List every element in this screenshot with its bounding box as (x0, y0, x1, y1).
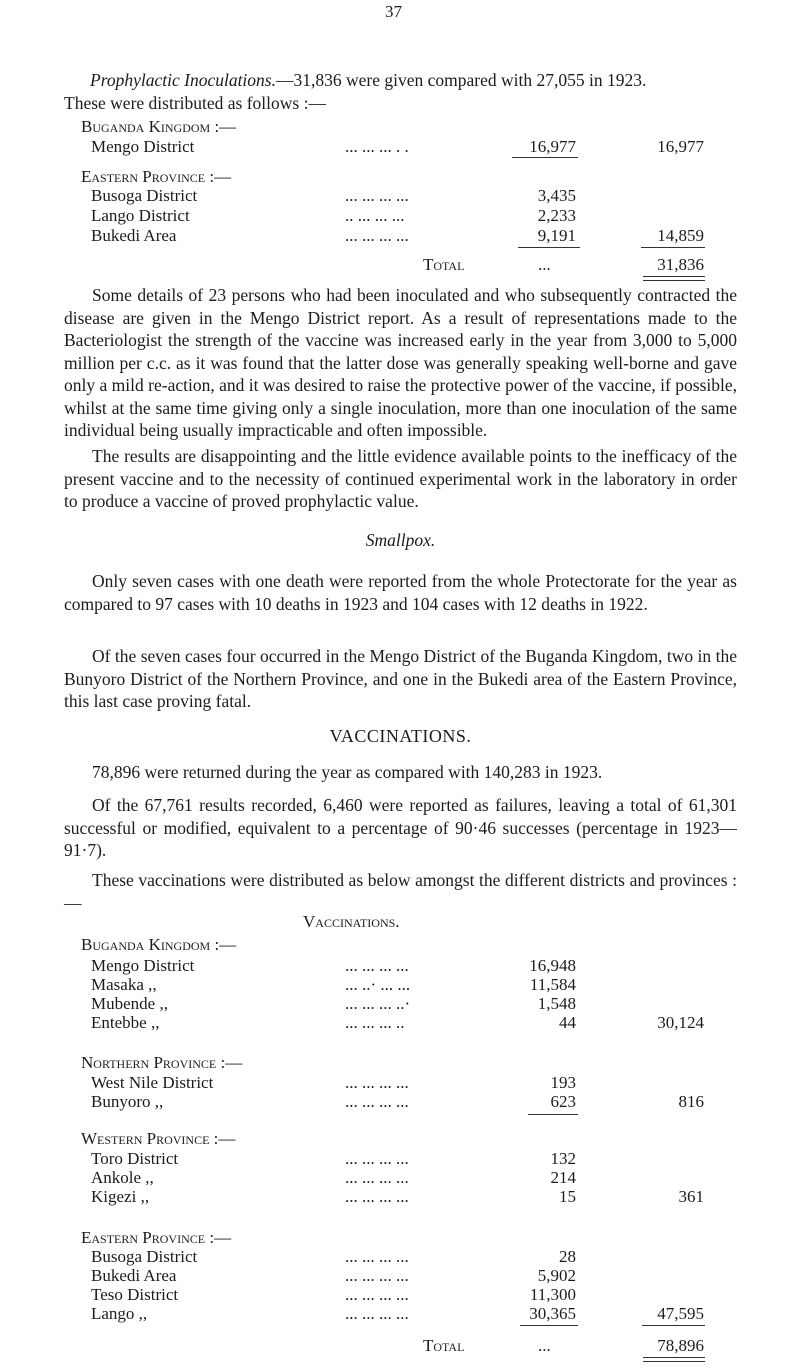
row-value: 1,548 (537, 994, 576, 1013)
row-value: 132 (550, 1149, 576, 1168)
row-label: Mengo District (91, 137, 195, 156)
row-value: 11,300 (529, 1285, 576, 1304)
underline (528, 1114, 578, 1115)
row-dots: ... ... ... ... (345, 956, 409, 975)
row-subtotal: 16,977 (657, 137, 704, 156)
row-label: West Nile District (91, 1073, 214, 1092)
total-value: 31,836 (657, 255, 704, 274)
row-dots: ... ... ... .. (345, 1013, 405, 1032)
group-title: Buganda Kingdom :— (81, 117, 237, 136)
row-value: 15 (559, 1187, 576, 1206)
row-dots: ... ... ... ..· (345, 994, 411, 1013)
group-title: Western Province :— (81, 1129, 236, 1148)
row-label: Masaka ,, (91, 975, 157, 994)
group-title: Buganda Kingdom :— (81, 935, 237, 954)
row-value: 44 (559, 1013, 576, 1032)
page-number: 37 (385, 2, 402, 21)
row-label: Busoga District (91, 186, 198, 205)
underline (512, 157, 578, 158)
row-dots: ... ... ... ... (345, 226, 409, 245)
row-label: Teso District (91, 1285, 179, 1304)
row-dots: ... ..· ... ... (345, 975, 411, 994)
row-dots: .. ... ... ... (345, 206, 405, 225)
total-dots: ... (538, 1336, 551, 1355)
row-dots: ... ... ... ... (345, 1285, 409, 1304)
paragraph-vaccination-distribution: These vaccinations were distributed as below amongst the different districts and provinces :— (64, 870, 737, 913)
row-value: 3,435 (537, 186, 576, 205)
row-value: 2,233 (537, 206, 576, 225)
row-dots: ... ... ... ... (345, 1149, 409, 1168)
row-label: Kigezi ,, (91, 1187, 150, 1206)
row-dots: ... ... ... ... (345, 1187, 409, 1206)
underline (520, 1325, 578, 1326)
row-value: 193 (550, 1073, 576, 1092)
paragraph-smallpox-cases: Only seven cases with one death were reported from the whole Protectorate for the year as compared to 97 cases with 10 deaths in 1923 and 104 cases with 12 deaths in 1922. (64, 571, 737, 614)
paragraph-results: The results are disappointing and the little evidence available points to the inefficacy of the present vaccine and to the necessity of continued experimental work in the laboratory in order to produce a vaccine of proved prophylactic value. (64, 446, 737, 511)
row-subtotal: 30,124 (657, 1013, 704, 1032)
row-label: Lango ,, (91, 1304, 148, 1323)
total-label: Total (423, 1336, 465, 1355)
row-value: 16,948 (529, 956, 576, 975)
row-dots: ... ... ... . . (345, 137, 409, 156)
row-dots: ... ... ... ... (345, 186, 409, 205)
row-dots: ... ... ... ... (345, 1073, 409, 1092)
row-value: 623 (550, 1092, 576, 1111)
row-dots: ... ... ... ... (345, 1168, 409, 1187)
row-dots: ... ... ... ... (345, 1266, 409, 1285)
row-value: 16,977 (529, 137, 576, 156)
row-value: 214 (550, 1168, 576, 1187)
group-title: Eastern Province :— (81, 1228, 232, 1247)
vaccinations-column-heading: Vaccinations. (303, 912, 400, 931)
row-value: 11,584 (529, 975, 576, 994)
double-underline (643, 276, 705, 281)
prophylactic-intro-line2: These were distributed as follows :— (64, 92, 326, 113)
group-title: Eastern Province :— (81, 167, 232, 186)
prophylactic-intro-text: —31,836 were given compared with 27,055 in 1923. (275, 70, 647, 90)
total-dots: ... (538, 255, 551, 274)
row-subtotal: 361 (678, 1187, 704, 1206)
row-label: Ankole ,, (91, 1168, 154, 1187)
paragraph-smallpox-distribution: Of the seven cases four occurred in the Mengo District of the Buganda Kingdom, two in the Bunyoro District of the Northern Province, and one in the Bukedi area of the Eastern Province, this last case proving fatal. (64, 646, 737, 711)
smallpox-heading: Smallpox. (365, 530, 436, 550)
prophylactic-intro (64, 69, 737, 114)
row-dots: ... ... ... ... (345, 1247, 409, 1266)
underline (518, 247, 580, 248)
row-label: Bunyoro ,, (91, 1092, 164, 1111)
row-dots: ... ... ... ... (345, 1092, 409, 1111)
row-value: 30,365 (529, 1304, 576, 1323)
row-label: Lango District (91, 206, 190, 225)
row-subtotal: 47,595 (657, 1304, 704, 1323)
row-label: Bukedi Area (91, 1266, 177, 1285)
underline (642, 1325, 705, 1326)
row-label: Toro District (91, 1149, 179, 1168)
vaccinations-heading: VACCINATIONS. (329, 726, 472, 746)
prophylactic-heading: Prophylactic Inoculations. (90, 70, 276, 90)
underline (641, 247, 705, 248)
total-value: 78,896 (657, 1336, 704, 1355)
double-underline (643, 1357, 705, 1362)
paragraph-vaccinations-returned: 78,896 were returned during the year as compared with 140,283 in 1923. (92, 762, 603, 782)
row-value: 5,902 (537, 1266, 576, 1285)
group-title: Northern Province :— (81, 1053, 243, 1072)
paragraph-vaccination-results: Of the 67,761 results recorded, 6,460 were reported as failures, leaving a total of 61,301 successful or modified, equivalent to a percentage of 90·46 successes (percentage in 1923—91·7). (64, 795, 737, 860)
row-label: Mubende ,, (91, 994, 168, 1013)
row-dots: ... ... ... ... (345, 1304, 409, 1323)
row-subtotal: 14,859 (657, 226, 704, 245)
row-label: Busoga District (91, 1247, 198, 1266)
row-subtotal: 816 (678, 1092, 704, 1111)
row-value: 9,191 (537, 226, 576, 245)
row-label: Entebbe ,, (91, 1013, 160, 1032)
total-label: Total (423, 255, 465, 274)
row-label: Bukedi Area (91, 226, 177, 245)
row-value: 28 (559, 1247, 576, 1266)
paragraph-inoculation-details: Some details of 23 persons who had been inoculated and who subsequently contracted the disease are given in the Mengo District report. As a result of representations made to the Bacteriologist the strength of the vaccine was increased early in the year from 3,000 to 5,000 million per c.c. as it was found that the latter dose was generally speaking well-borne and gave only a mild re-action, and it was desired to raise the protective power of the vaccine, if possible, whilst at the same time giving only a single inoculation, more than one inoculation of the same individual being usually impracticable and often impossible. (64, 285, 737, 440)
row-label: Mengo District (91, 956, 195, 975)
